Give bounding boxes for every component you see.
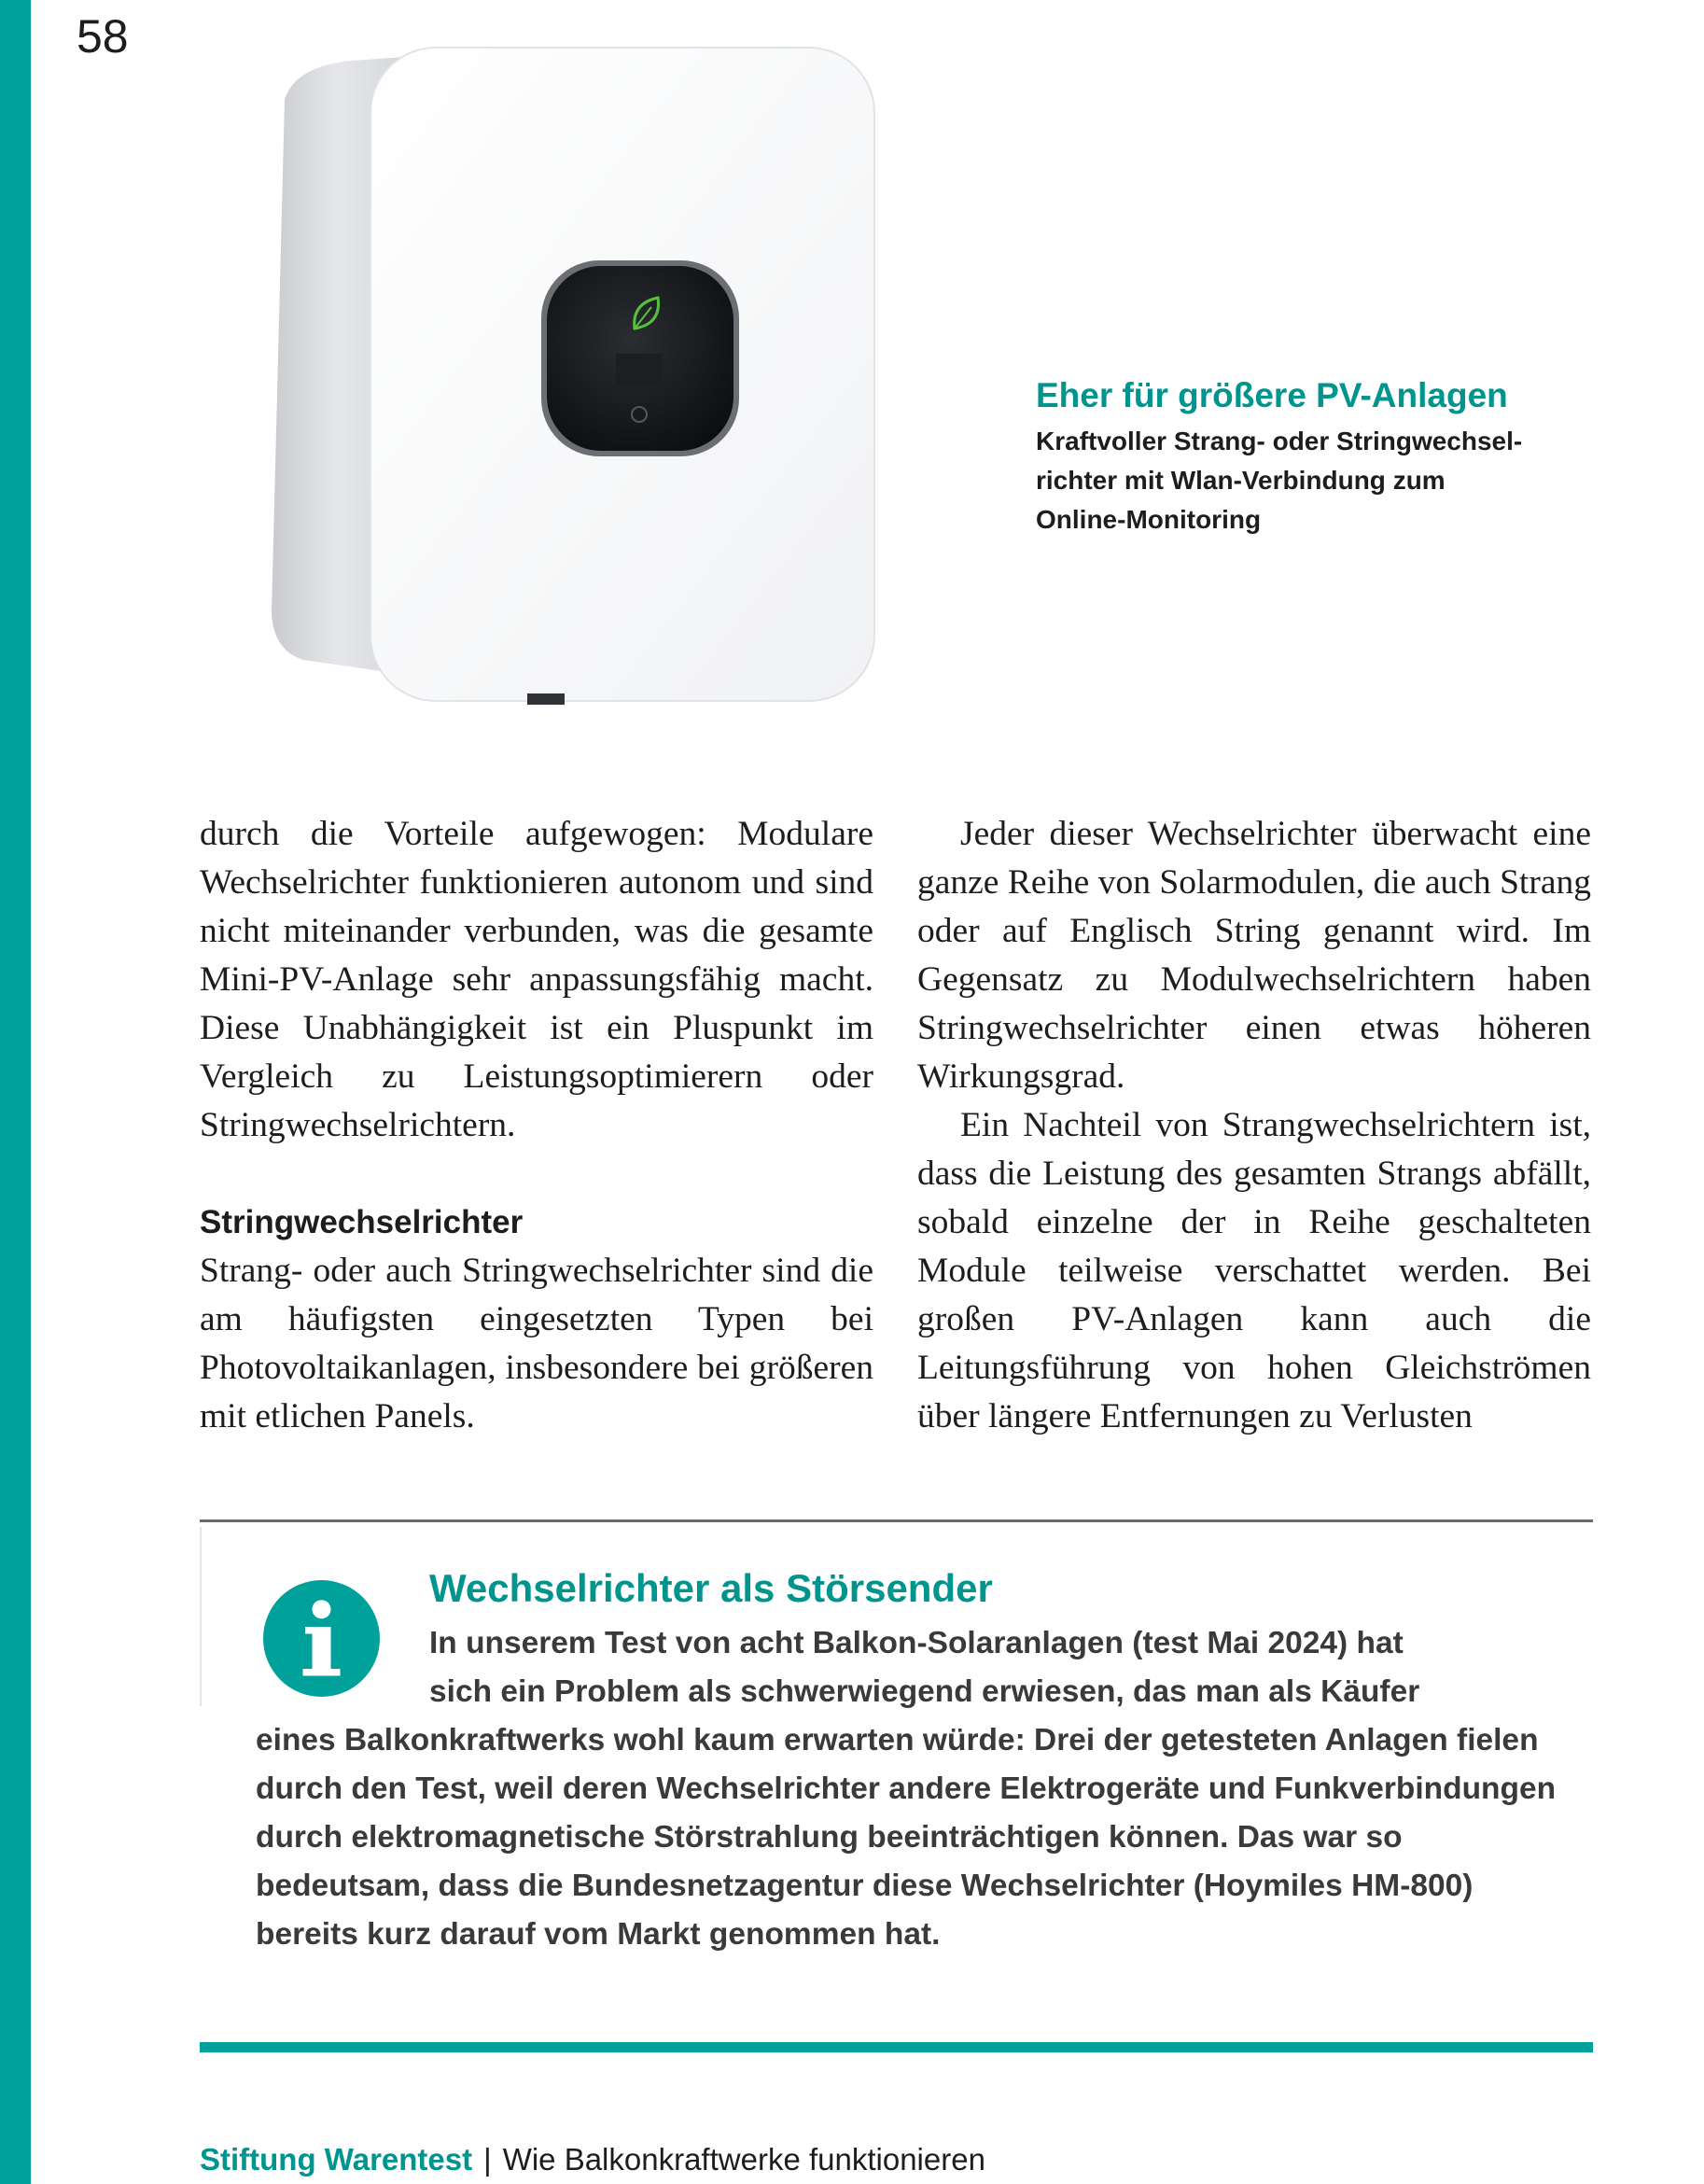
body-paragraph: Ein Nachteil von Strangwechselrichtern ist, dass die Leistung des gesamten Strangs abfällt, sobald einzelne der in Reihe geschalteten Module teilweise verschattet werden. Bei großen PV-Anlagen kann auch die Leitungsführung von hohen Gleichströmen über längere Entfernungen zu Verlusten xyxy=(917,1106,1591,1435)
body-paragraph: Strang- oder auch Stringwechselrichter sind die am häufigsten eingesetzten Typen bei Photovoltaikanlagen, insbesondere bei größeren mit etlichen Panels. xyxy=(200,1252,873,1435)
infobox-lead-line: In unserem Test von acht Balkon-Solaranlagen (test Mai 2024) hat xyxy=(429,1626,1404,1660)
caption-text xyxy=(1036,422,1596,539)
body-paragraph: Jeder dieser Wechselrichter überwacht eine ganze Reihe von Solarmodulen, die auch Strang oder auf Englisch String genannt wird. Im Gegensatz zu Modulwechselrichtern haben Stringwechselrichter einen etwas höheren Wirkungsgrad. xyxy=(917,815,1591,1096)
infobox-bottom-bar xyxy=(200,2042,1593,2052)
infobox-rest: eines Balkonkraftwerks wohl kaum erwarten würde: Drei der getesteten Anlagen fielen durch den Test, weil deren Wechselrichter andere Elektrogeräte und Funkverbindungen durch elektromagnetische Störstrahlung beeinträchtigen können. Das war so bedeutsam, dass die Bundesnetzagentur diese Wechselrichter (Hoymiles HM-800) bereits kurz darauf vom Markt genommen hat. xyxy=(256,1723,1557,1952)
footer-separator: | xyxy=(483,2142,492,2177)
page-number: 58 xyxy=(77,10,129,63)
infobox-lead-line: sich ein Problem als schwerwiegend erwiesen, das man als Käufer xyxy=(429,1674,1420,1709)
caption-title: Eher für größere PV-Anlagen xyxy=(1036,376,1508,414)
caption-line: Kraftvoller Strang- oder Stringwechsel- xyxy=(1036,427,1523,455)
left-column xyxy=(200,810,873,1441)
infobox-title: Wechselrichter als Störsender xyxy=(429,1566,993,1610)
inverter-device-leaf-icon xyxy=(266,44,882,707)
sidebar-accent-bar xyxy=(0,0,31,2184)
inverter-device-image xyxy=(266,44,882,707)
section-heading: Stringwechselrichter xyxy=(200,1204,524,1240)
body-paragraph: durch die Vorteile aufgewogen: Modulare Wechselrichter funktionieren autonom und sind nicht miteinander verbunden, was die gesamte Mini-PV-Anlage sehr anpassungsfähig macht. Diese Unabhängigkeit ist ein Pluspunkt im Vergleich zu Leistungsoptimierern oder Stringwechselrichtern. xyxy=(200,815,873,1144)
right-column xyxy=(917,810,1591,1441)
page-footer xyxy=(200,2142,985,2177)
caption-line: richter mit Wlan-Verbindung zum xyxy=(1036,466,1446,495)
footer-title: Wie Balkonkraftwerke funktionieren xyxy=(502,2142,985,2177)
image-caption xyxy=(1036,375,1596,539)
caption-line: Online-Monitoring xyxy=(1036,505,1262,534)
footer-brand: Stiftung Warentest xyxy=(200,2142,473,2177)
infobox-text xyxy=(256,1619,1562,1959)
infobox-side-line xyxy=(200,1527,202,1706)
infobox-top-rule xyxy=(200,1519,1593,1522)
